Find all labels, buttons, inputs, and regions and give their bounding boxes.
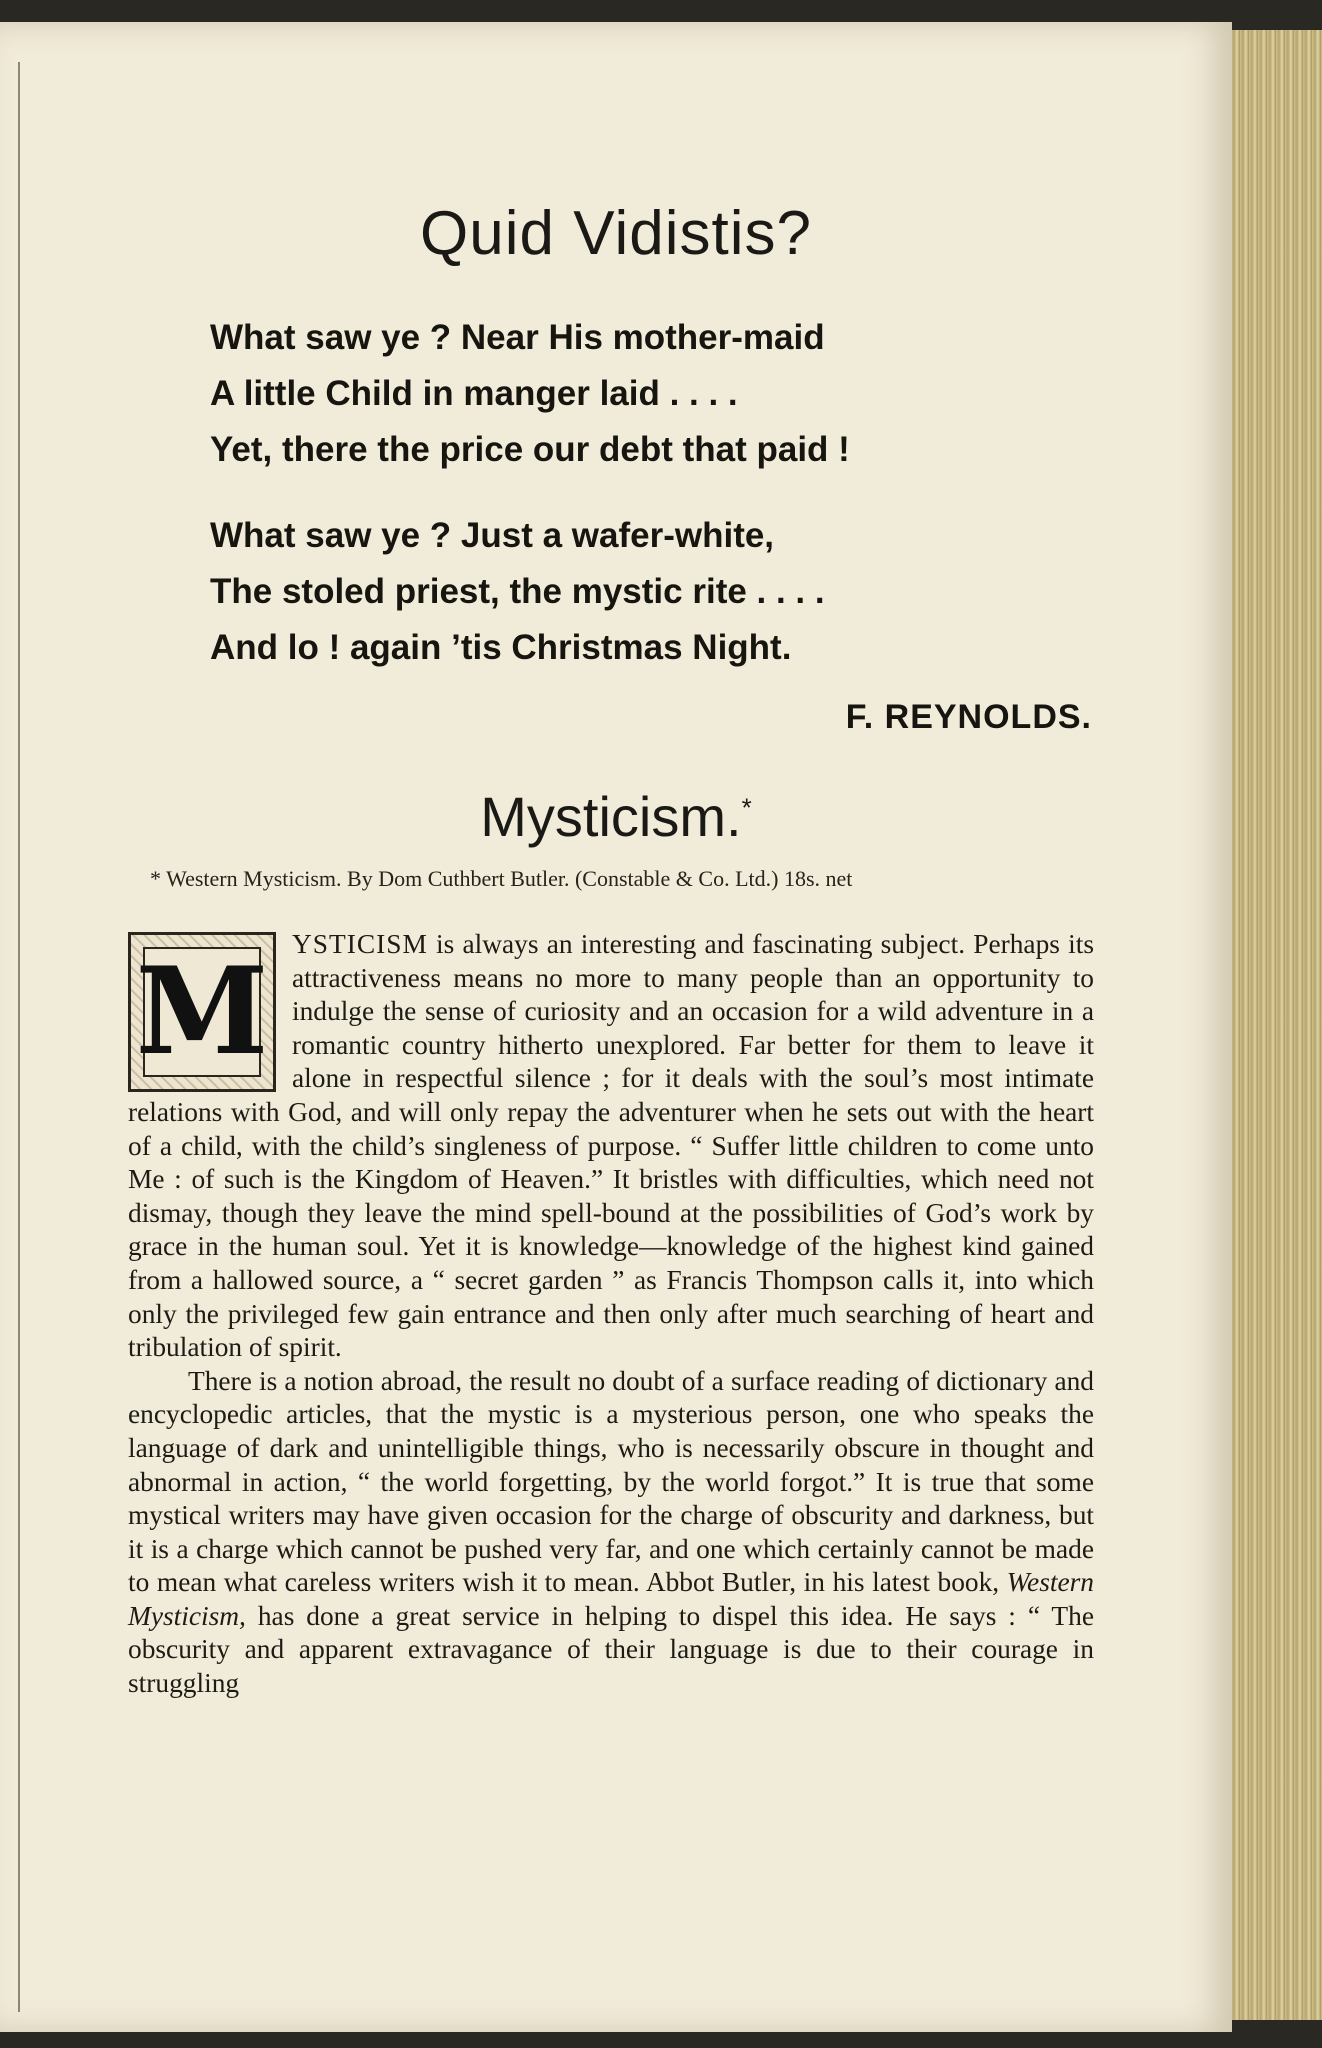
poem-line: And lo ! again ’tis Christmas Night. [210, 628, 792, 667]
article-title-text: Mysticism. [480, 785, 742, 848]
paragraph-text: There is a notion abroad, the result no doubt of a surface reading of dictionary and encyclopedic articles, that the mystic is a mysterious person, one who speaks the language of dark and unintelligible things, who is necessarily obscure in thought and abnormal in action, “ the world forgetting, by the world forgot.” It is true that some mystical writers may have given occasion for the charge of obscurity and darkness, but it is a charge which cannot be pushed very far, and one which certainly cannot be made to mean what careless writers wish it to mean. Abbot Butler, in his latest book, [128, 1365, 1094, 1598]
footnote: * Western Mysticism. By Dom Cuthbert Butler. (Constable & Co. Ltd.) 18s. net [150, 866, 853, 891]
poem-line: A little Child in manger laid . . . . [210, 374, 738, 413]
ornamental-drop-cap [128, 932, 276, 1092]
page-edges [1222, 30, 1322, 2020]
book-title-reference: Western Mysticism, [128, 1567, 1094, 1631]
footnote-mark: * [741, 792, 752, 823]
poem-line: What saw ye ? Near His mother-maid [210, 318, 825, 357]
paragraph-lead: YSTICISM [292, 929, 428, 959]
drop-cap-letter: M [135, 941, 269, 1082]
paragraph-text: is always an interesting and fascinating subject. Perhaps its attractiveness means no more to many people than an opportunity to indulge the sense of curiosity and an occasion for a wild adventure in a romantic country hitherto unexplored. Far better for them to leave it alone in respectful silence ; for it deals with the soul’s most intimate relations with God, and will only repay the adventurer when he sets out with the heart of a child, with the child’s singleness of purpose. “ Suffer little children to come unto Me : of such is the Kingdom of Heaven.” It bristles with difficulties, which need not dismay, though they leave the mind spell-bound at the possibilities of God’s work by grace in the human soul. Yet it is knowledge—knowledge of the highest kind gained from a hallowed source, a “ secret garden ” as Francis Thompson calls it, into which only the privileged few gain entrance and then only after much searching of heart and tribulation of spirit. [128, 929, 1094, 1363]
poem-title: Quid Vidistis? [420, 199, 812, 268]
poem-line: Yet, there the price our debt that paid ! [210, 430, 850, 469]
gutter-line [18, 62, 20, 2012]
poem-line: The stoled priest, the mystic rite . . . . [210, 572, 825, 611]
article-title [0, 784, 1232, 849]
book-page [0, 22, 1232, 2032]
poem-stanza-1 [210, 310, 1070, 478]
paragraph-2 [128, 1365, 1094, 1701]
drop-cap-frame [135, 941, 269, 1082]
article-body [128, 928, 1094, 1701]
poem-author: F. REYNOLDS. [845, 698, 1092, 736]
poem-stanza-2 [210, 508, 1070, 676]
poem-line: What saw ye ? Just a wafer-white, [210, 516, 775, 555]
paragraph-text: has done a great service in helping to dispel this idea. He says : “ The obscurity and apparent extravagance of their language is due to their courage in struggling [128, 1600, 1094, 1699]
